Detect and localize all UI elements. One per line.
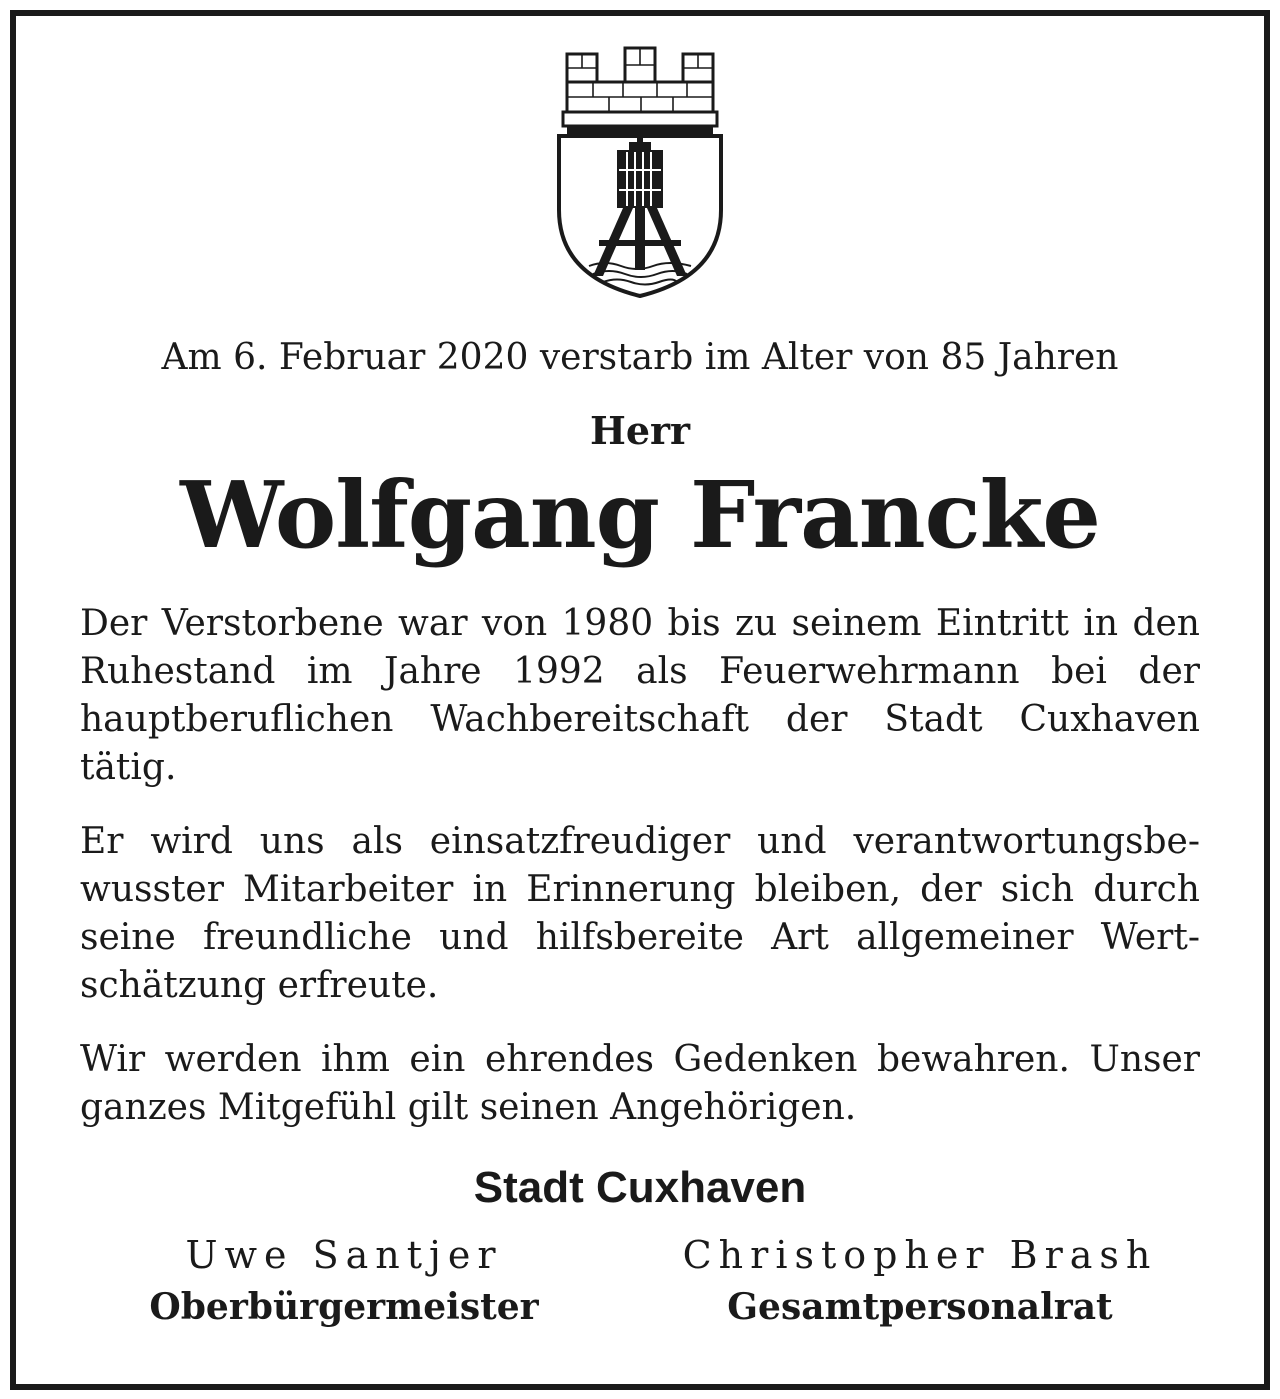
city-coat-of-arms-icon [553, 40, 727, 302]
signatory-name: Uwe Santjer [185, 1233, 503, 1277]
signatory-name: Christopher Brash [682, 1233, 1158, 1277]
tribute-paragraph: Er wird uns als einsatzfreudiger und verantwortungsbewusster Mitarbeiter in Erinnerung bleiben, der sich durch seine freundliche und hilfsbereite Art allgemeiner Wertschätzung erfreute. [80, 821, 1200, 1006]
signatory-role: Oberbürgermeister [149, 1286, 539, 1328]
career-paragraph: Der Verstorbene war von 1980 bis zu seinem Eintritt in den Ruhestand im Jahre 1992 als Feuerwehrmann bei der hauptberuflichen Wachbereitschaft der Stadt Cuxhaven tätig. [80, 603, 1200, 788]
signatory-mayor [64, 1230, 624, 1334]
salutation: Herr [589, 408, 691, 453]
condolence-paragraph: Wir werden ihm ein ehrendes Gedenken bewahren. Unser ganzes Mitgefühl gilt seinen Angehörigen. [80, 1039, 1200, 1128]
organization-name: Stadt Cuxhaven [473, 1163, 807, 1212]
death-announcement-intro: Am 6. Februar 2020 verstarb im Alter von 85 Jahren [161, 337, 1119, 378]
signatory-role: Gesamtpersonalrat [727, 1286, 1113, 1328]
deceased-name: Wolfgang Francke [180, 461, 1100, 569]
signatory-staff-council [640, 1230, 1200, 1334]
